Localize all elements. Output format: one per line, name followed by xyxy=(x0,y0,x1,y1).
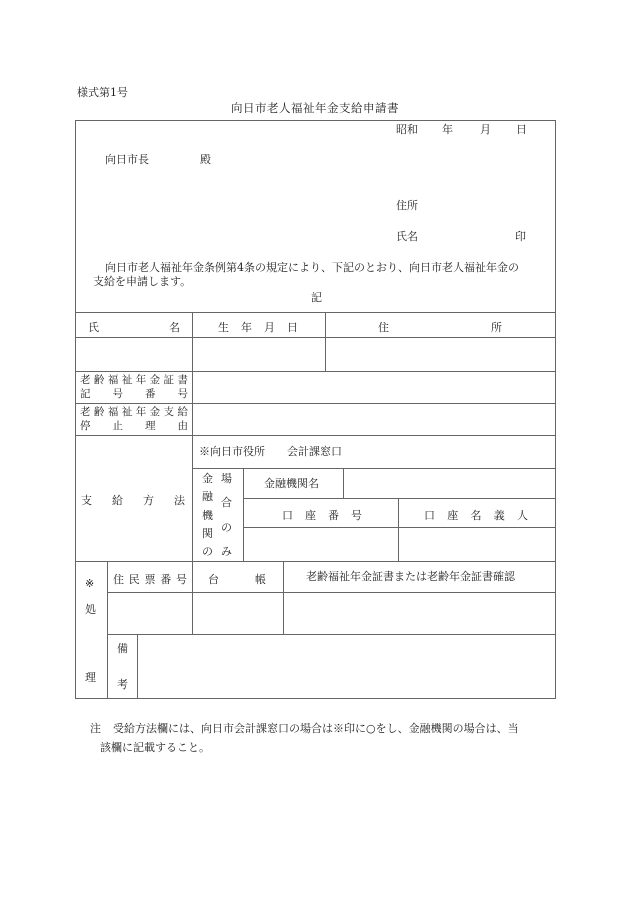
birthdate-header-char: 年 xyxy=(241,321,252,334)
resident-number-label xyxy=(113,571,187,587)
ledger-field[interactable] xyxy=(193,593,283,634)
label-char: 場 xyxy=(221,472,232,485)
certificate-number-field[interactable] xyxy=(193,372,555,403)
divider xyxy=(75,312,556,313)
label-char: の xyxy=(202,545,213,558)
label-char: 法 xyxy=(174,494,185,507)
remarks-label-char: 備 xyxy=(117,642,128,655)
account-holder-field[interactable] xyxy=(399,528,555,561)
label-char: 福 xyxy=(107,374,119,386)
label-char: 番 xyxy=(160,573,172,586)
form-title: 向日市老人福祉年金支給申請書 xyxy=(231,101,399,115)
label-char: 号 xyxy=(112,388,123,400)
label-char: 年 xyxy=(135,406,147,418)
label-char: 支 xyxy=(163,406,175,418)
label-char: 祉 xyxy=(121,406,133,418)
statement-line-2: 支給を申請します。 xyxy=(93,275,192,288)
label-char: 方 xyxy=(143,494,154,507)
statement-line-1: 向日市老人福祉年金条例第4条の規定により、下記のとおり、向日市老人福祉年金の xyxy=(105,261,519,274)
label-char: 帳 xyxy=(255,573,266,586)
seal-label: 印 xyxy=(515,230,526,243)
bank-only-label-col2 xyxy=(221,473,232,557)
applicant-address-label: 住所 xyxy=(396,199,418,212)
name-header xyxy=(88,319,180,335)
remarks-label-char: 考 xyxy=(117,678,128,691)
label-char: 老 xyxy=(80,374,91,386)
label-char: 口 xyxy=(282,509,293,522)
account-number-field[interactable] xyxy=(244,528,398,561)
suspension-reason-field[interactable] xyxy=(193,404,555,435)
processing-mark: ※ xyxy=(85,577,95,590)
remarks-field[interactable] xyxy=(138,635,555,698)
applicant-name-label: 氏名 xyxy=(396,230,418,243)
label-char: 番 xyxy=(328,509,339,522)
certificate-check-label: 老齢福祉年金証書または老齢年金証書確認 xyxy=(306,570,515,583)
label-char: 票 xyxy=(144,573,156,586)
name-field[interactable] xyxy=(76,338,192,371)
certificate-check-field[interactable] xyxy=(284,593,555,634)
year-label: 年 xyxy=(442,123,453,136)
birthdate-field[interactable] xyxy=(193,338,325,371)
label-char: 福 xyxy=(107,406,119,418)
label-char: 号 xyxy=(351,509,362,522)
month-label: 月 xyxy=(480,123,491,136)
label-char: 年 xyxy=(135,374,147,386)
address-field[interactable] xyxy=(326,338,555,371)
label-char: 金 xyxy=(149,406,161,418)
city-hall-option[interactable]: ※向日市役所 会計課窓口 xyxy=(199,445,342,458)
label-char: 関 xyxy=(202,526,213,540)
note-line-1: 受給方法欄には、向日市会計課窓口の場合は※印に○をし、金融機関の場合は、当 xyxy=(113,722,519,735)
label-char: 合 xyxy=(221,496,232,510)
label-char: 給 xyxy=(177,406,188,418)
label-char: 給 xyxy=(112,494,123,507)
label-char: の xyxy=(221,520,232,534)
label-char: 支 xyxy=(81,494,92,507)
label-char: 番 xyxy=(145,388,156,400)
label-char: 停 xyxy=(80,420,91,432)
label-char: 由 xyxy=(177,420,188,432)
processing-label-char: 理 xyxy=(85,671,96,684)
label-char: 名 xyxy=(470,509,482,522)
account-number-label xyxy=(282,507,362,523)
note-prefix: 注 xyxy=(90,722,101,735)
account-holder-label xyxy=(424,507,528,523)
label-char: 台 xyxy=(208,573,219,586)
suspension-label xyxy=(80,406,188,433)
ki-label: 記 xyxy=(311,291,322,304)
label-char: 座 xyxy=(305,509,316,522)
address-header-char: 住 xyxy=(378,321,389,334)
name-header-char: 氏 xyxy=(88,321,99,334)
form-number: 様式第1号 xyxy=(77,86,128,99)
divider xyxy=(75,561,556,562)
label-char: 祉 xyxy=(121,374,133,386)
label-char: 金 xyxy=(202,472,213,485)
label-char: 齢 xyxy=(93,374,105,386)
honorific: 殿 xyxy=(200,153,211,166)
bank-name-label: 金融機関名 xyxy=(264,477,319,490)
birthdate-header-char: 日 xyxy=(287,321,298,334)
label-char: 機 xyxy=(202,508,213,522)
address-header xyxy=(378,319,502,335)
addressee: 向日市長 xyxy=(105,153,149,166)
era-label: 昭和 xyxy=(396,123,418,136)
note-line-2: 該欄に記載すること。 xyxy=(100,741,210,754)
label-char: 口 xyxy=(424,509,435,522)
birthdate-header-char: 生 xyxy=(218,321,229,334)
label-char: 止 xyxy=(112,420,123,432)
label-char: 人 xyxy=(517,509,528,522)
label-char: み xyxy=(221,544,232,558)
ledger-label xyxy=(208,571,266,587)
label-char: 民 xyxy=(128,573,140,586)
address-header-char: 所 xyxy=(491,321,502,334)
label-char: 金 xyxy=(149,374,161,386)
payment-method-label xyxy=(81,492,185,508)
bank-name-field[interactable] xyxy=(344,469,555,498)
label-char: 義 xyxy=(493,509,505,522)
certificate-label xyxy=(80,374,188,401)
divider xyxy=(75,435,556,436)
label-char: 座 xyxy=(447,509,459,522)
resident-number-field[interactable] xyxy=(108,593,192,634)
birthdate-header-char: 月 xyxy=(264,321,275,334)
label-char: 号 xyxy=(177,388,188,400)
name-header-char: 名 xyxy=(169,321,180,334)
birthdate-header xyxy=(218,319,298,335)
label-char: 証 xyxy=(163,374,175,386)
bank-only-label-col1 xyxy=(202,473,213,557)
divider xyxy=(243,498,556,499)
label-char: 理 xyxy=(145,420,156,432)
day-label: 日 xyxy=(516,123,527,136)
label-char: 号 xyxy=(176,573,187,586)
processing-label-char: 処 xyxy=(85,603,96,616)
label-char: 融 xyxy=(202,490,213,504)
label-char: 老 xyxy=(80,406,91,418)
label-char: 住 xyxy=(113,573,124,586)
label-char: 記 xyxy=(80,388,91,400)
label-char: 書 xyxy=(177,374,188,386)
label-char: 齢 xyxy=(93,406,105,418)
